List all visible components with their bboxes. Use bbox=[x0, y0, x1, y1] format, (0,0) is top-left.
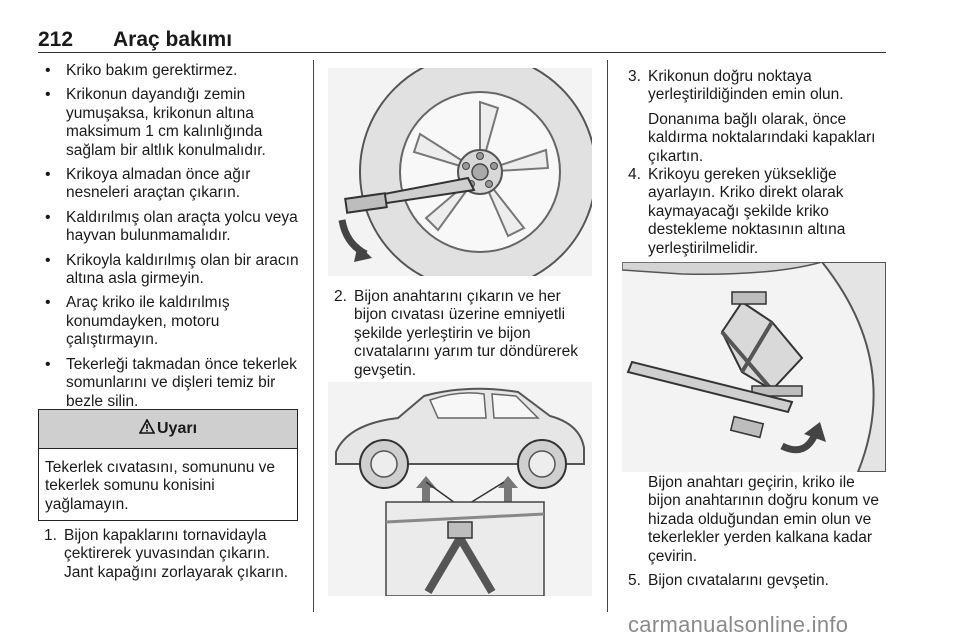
step-subtext: Donanıma bağlı olarak, önce kaldırma noktalarındaki kapakları çıkartın. bbox=[648, 110, 876, 165]
car-jack-points-illustration bbox=[328, 382, 592, 596]
list-item: • Krikonun dayandığı zemin yumuşaksa, krikonun altına maksimum 1 cm kalınlığında sağlam bir altlık konulmalıdır. bbox=[38, 86, 300, 160]
list-item: • Kriko bakım gerektirmez. bbox=[38, 62, 300, 80]
step-text: Bijon anahtarını çıkarın ve her bijon cıvatası üzerine emniyetli şekilde yerleştirin ve bijon cıvatalarını yarım tur döndürerek gevşetin. bbox=[354, 288, 578, 379]
warning-header bbox=[39, 410, 297, 449]
column-divider-left bbox=[313, 60, 314, 612]
watermark: carmanualsonline.info bbox=[628, 612, 849, 637]
list-item: • Krikoya almadan önce ağır nesneleri araçtan çıkarın. bbox=[38, 166, 300, 203]
step-text: Krikoyu gereken yüksekliğe ayarlayın. Kriko direkt olarak kaymayacağı şekilde kriko destekleme noktasının altına yerleştirilmelidir. bbox=[648, 166, 846, 257]
step-4 bbox=[628, 166, 888, 258]
step-5 bbox=[628, 572, 888, 590]
step-number: 5. bbox=[628, 572, 641, 589]
step-1 bbox=[44, 527, 300, 582]
page-title: Araç bakımı bbox=[113, 28, 233, 51]
step-number: 1. bbox=[44, 527, 57, 544]
precaution-list bbox=[38, 62, 300, 411]
warning-triangle-icon bbox=[139, 419, 155, 439]
step-number: 3. bbox=[628, 68, 641, 85]
warning-text: Tekerlek cıvatasını, somununu ve tekerlek somunu konisini yağlamayın. bbox=[45, 459, 276, 513]
warning-box bbox=[38, 409, 298, 521]
wheel-wrench-illustration bbox=[328, 68, 592, 276]
column-1 bbox=[38, 62, 300, 417]
list-item: • Tekerleği takmadan önce tekerlek somunlarını ve dişleri temiz bir bezle silin. bbox=[38, 356, 300, 411]
column-divider-right bbox=[607, 60, 608, 612]
step-3 bbox=[628, 68, 888, 172]
step-number: 4. bbox=[628, 166, 641, 183]
step-text: Bijon kapaklarını tornavidayla çektirerek yuvasından çıkarın. Jant kapağını zorlayarak çıkarın. bbox=[64, 527, 289, 581]
list-item: • Araç kriko ile kaldırılmış konumdayken, motoru çalıştırmayın. bbox=[38, 294, 300, 349]
list-item: • Krikoyla kaldırılmış olan bir aracın altına asla girmeyin. bbox=[38, 252, 300, 289]
warning-title: Uyarı bbox=[156, 420, 198, 437]
step-subtext: Bijon anahtarı geçirin, kriko ile bijon anahtarının doğru konum ve hizada olduğundan emin olun ve tekerlekler yerden kalkana kadar çevirin. bbox=[648, 474, 879, 565]
page-header bbox=[38, 28, 886, 52]
page-number: 212 bbox=[38, 28, 74, 51]
step-2 bbox=[334, 288, 596, 380]
list-item: • Kaldırılmış olan araçta yolcu veya hayvan bulunmamalıdır. bbox=[38, 209, 300, 246]
step-4-continued bbox=[628, 474, 888, 566]
step-text: Bijon cıvatalarını gevşetin. bbox=[648, 572, 829, 589]
scissor-jack-illustration bbox=[622, 262, 886, 472]
step-text: Krikonun doğru noktaya yerleştirildiğinden emin olun. bbox=[648, 68, 844, 104]
header-rule bbox=[38, 52, 886, 53]
step-number: 2. bbox=[334, 288, 347, 305]
